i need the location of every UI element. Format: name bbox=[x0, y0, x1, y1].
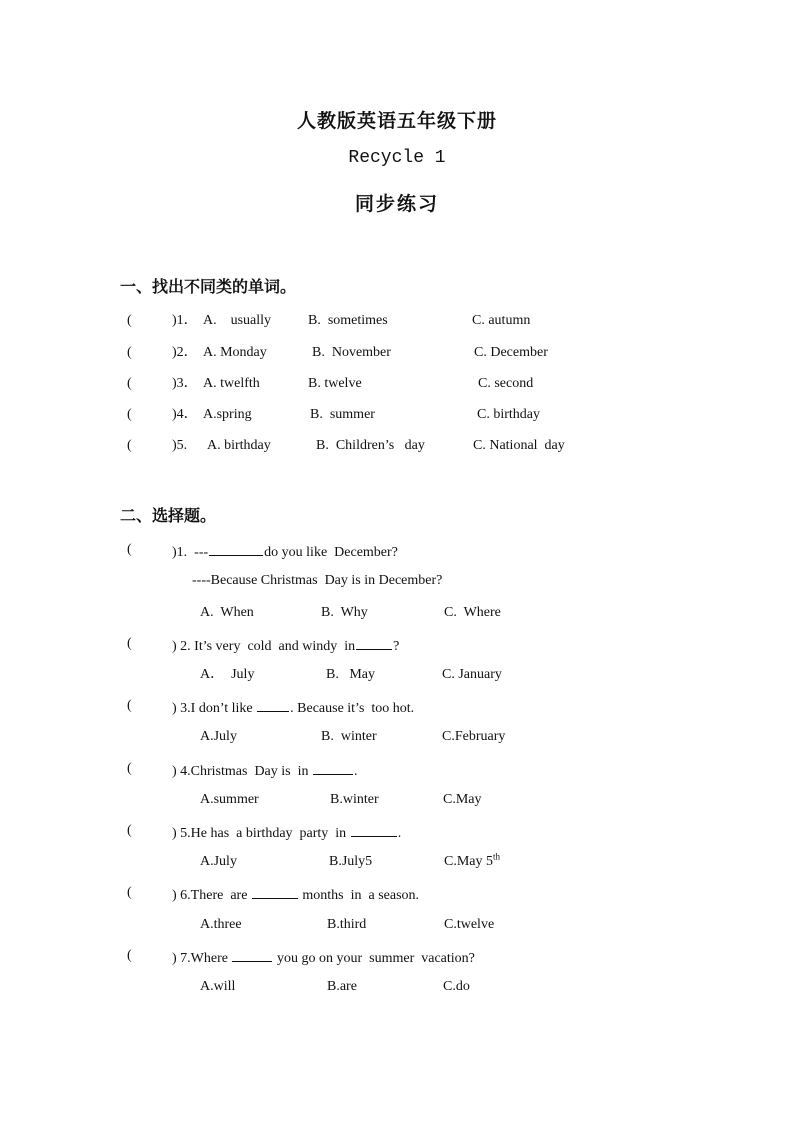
question-dialogue-line: ----Because Christmas Day is in December? bbox=[192, 573, 443, 588]
answer-paren: ( bbox=[127, 823, 132, 838]
stem-suffix: . Because it’s too hot. bbox=[290, 701, 415, 716]
option-a: A. birthday bbox=[207, 438, 271, 453]
item-number: )1． bbox=[172, 313, 198, 328]
worksheet-subtitle: 同步练习 bbox=[354, 193, 439, 215]
question-stem bbox=[172, 697, 414, 718]
question-number: ) 6. bbox=[172, 888, 191, 903]
section-heading-odd-one-out: 一、找出不同类的单词。 bbox=[120, 277, 297, 296]
answer-blank[interactable] bbox=[232, 947, 272, 962]
option-b: B. May bbox=[326, 667, 375, 682]
worksheet-title: 人教版英语五年级下册 bbox=[296, 110, 497, 132]
section-heading-multiple-choice: 二、选择题。 bbox=[120, 506, 217, 525]
option-a: A. When bbox=[200, 605, 254, 620]
option-b: B.third bbox=[327, 917, 367, 932]
answer-blank[interactable] bbox=[252, 884, 298, 899]
item-number: )3． bbox=[172, 376, 198, 391]
option-a: A． July bbox=[200, 667, 255, 682]
answer-paren: ( bbox=[127, 698, 132, 713]
answer-blank[interactable] bbox=[351, 822, 397, 837]
question-stem bbox=[172, 947, 475, 968]
item-number: )2． bbox=[172, 345, 198, 360]
option-b: B.winter bbox=[330, 792, 379, 807]
question-stem bbox=[172, 760, 358, 781]
question-stem bbox=[172, 541, 398, 562]
option-c: C. December bbox=[474, 345, 548, 360]
option-a: A.three bbox=[200, 917, 242, 932]
answer-blank[interactable] bbox=[209, 541, 263, 556]
question-number: ) 3. bbox=[172, 701, 191, 716]
option-a: A.July bbox=[200, 854, 237, 869]
stem-suffix: ? bbox=[393, 639, 400, 654]
stem-prefix: --- bbox=[194, 545, 209, 560]
option-b: B.July5 bbox=[329, 854, 373, 869]
option-c-text: C.May 5 bbox=[444, 854, 493, 869]
stem-prefix: It’s very cold and windy in bbox=[194, 639, 356, 654]
option-b: B. summer bbox=[310, 407, 375, 422]
option-c: C. January bbox=[442, 667, 502, 682]
stem-prefix: I don’t like bbox=[190, 701, 257, 716]
option-b: B. twelve bbox=[308, 376, 362, 391]
option-c: C. autumn bbox=[472, 313, 531, 328]
option-a: A.spring bbox=[203, 407, 252, 422]
question-number: ) 2. bbox=[172, 639, 191, 654]
stem-prefix: Christmas Day is in bbox=[190, 764, 313, 779]
answer-paren: ( bbox=[127, 345, 132, 360]
question-number: ) 4. bbox=[172, 764, 191, 779]
answer-paren: ( bbox=[127, 761, 132, 776]
question-stem bbox=[172, 884, 419, 905]
option-c: C. birthday bbox=[477, 407, 540, 422]
option-b: B. Why bbox=[321, 605, 368, 620]
stem-suffix: do you like December? bbox=[264, 545, 398, 560]
item-number: )4． bbox=[172, 407, 198, 422]
question-stem bbox=[172, 822, 401, 843]
option-a: A. twelfth bbox=[203, 376, 260, 391]
item-number: )5. bbox=[172, 438, 188, 453]
answer-blank[interactable] bbox=[313, 760, 353, 775]
option-c: C.twelve bbox=[444, 917, 495, 932]
ordinal-suffix: th bbox=[493, 851, 501, 862]
answer-paren: ( bbox=[127, 636, 132, 651]
option-c: C. National day bbox=[473, 438, 565, 453]
option-c: C.May bbox=[443, 792, 482, 807]
answer-paren: ( bbox=[127, 885, 132, 900]
option-b: B. November bbox=[312, 345, 391, 360]
unit-title: Recycle 1 bbox=[348, 148, 446, 168]
stem-prefix: There are bbox=[190, 888, 251, 903]
option-b: B. winter bbox=[321, 729, 377, 744]
answer-paren: ( bbox=[127, 376, 132, 391]
option-a: A. usually bbox=[203, 313, 272, 328]
option-a: A.July bbox=[200, 729, 237, 744]
question-number: )1. bbox=[172, 545, 188, 560]
option-a: A.will bbox=[200, 979, 236, 994]
option-a: A.summer bbox=[200, 792, 259, 807]
option-b: B.are bbox=[327, 979, 357, 994]
answer-blank[interactable] bbox=[356, 635, 392, 650]
answer-paren: ( bbox=[127, 438, 132, 453]
stem-prefix: Where bbox=[190, 951, 232, 966]
stem-suffix: . bbox=[397, 826, 402, 841]
option-c bbox=[444, 853, 500, 871]
answer-paren: ( bbox=[127, 313, 132, 328]
option-b: B. Children’s day bbox=[316, 438, 425, 453]
answer-paren: ( bbox=[127, 407, 132, 422]
stem-suffix: you go on your summer vacation? bbox=[273, 951, 475, 966]
option-a: A. Monday bbox=[203, 345, 267, 360]
option-b: B. sometimes bbox=[308, 313, 388, 328]
stem-suffix: months in a season. bbox=[298, 888, 420, 903]
option-c: C.February bbox=[442, 729, 506, 744]
option-c: C. second bbox=[478, 376, 534, 391]
option-c: C. Where bbox=[444, 605, 501, 620]
answer-paren: ( bbox=[127, 948, 132, 963]
answer-paren: ( bbox=[127, 542, 132, 557]
question-number: ) 7. bbox=[172, 951, 191, 966]
stem-suffix: . bbox=[354, 764, 358, 779]
question-number: ) 5. bbox=[172, 826, 191, 841]
stem-prefix: He has a birthday party in bbox=[190, 826, 350, 841]
option-c: C.do bbox=[443, 979, 470, 994]
question-stem bbox=[172, 635, 399, 656]
answer-blank[interactable] bbox=[257, 697, 289, 712]
